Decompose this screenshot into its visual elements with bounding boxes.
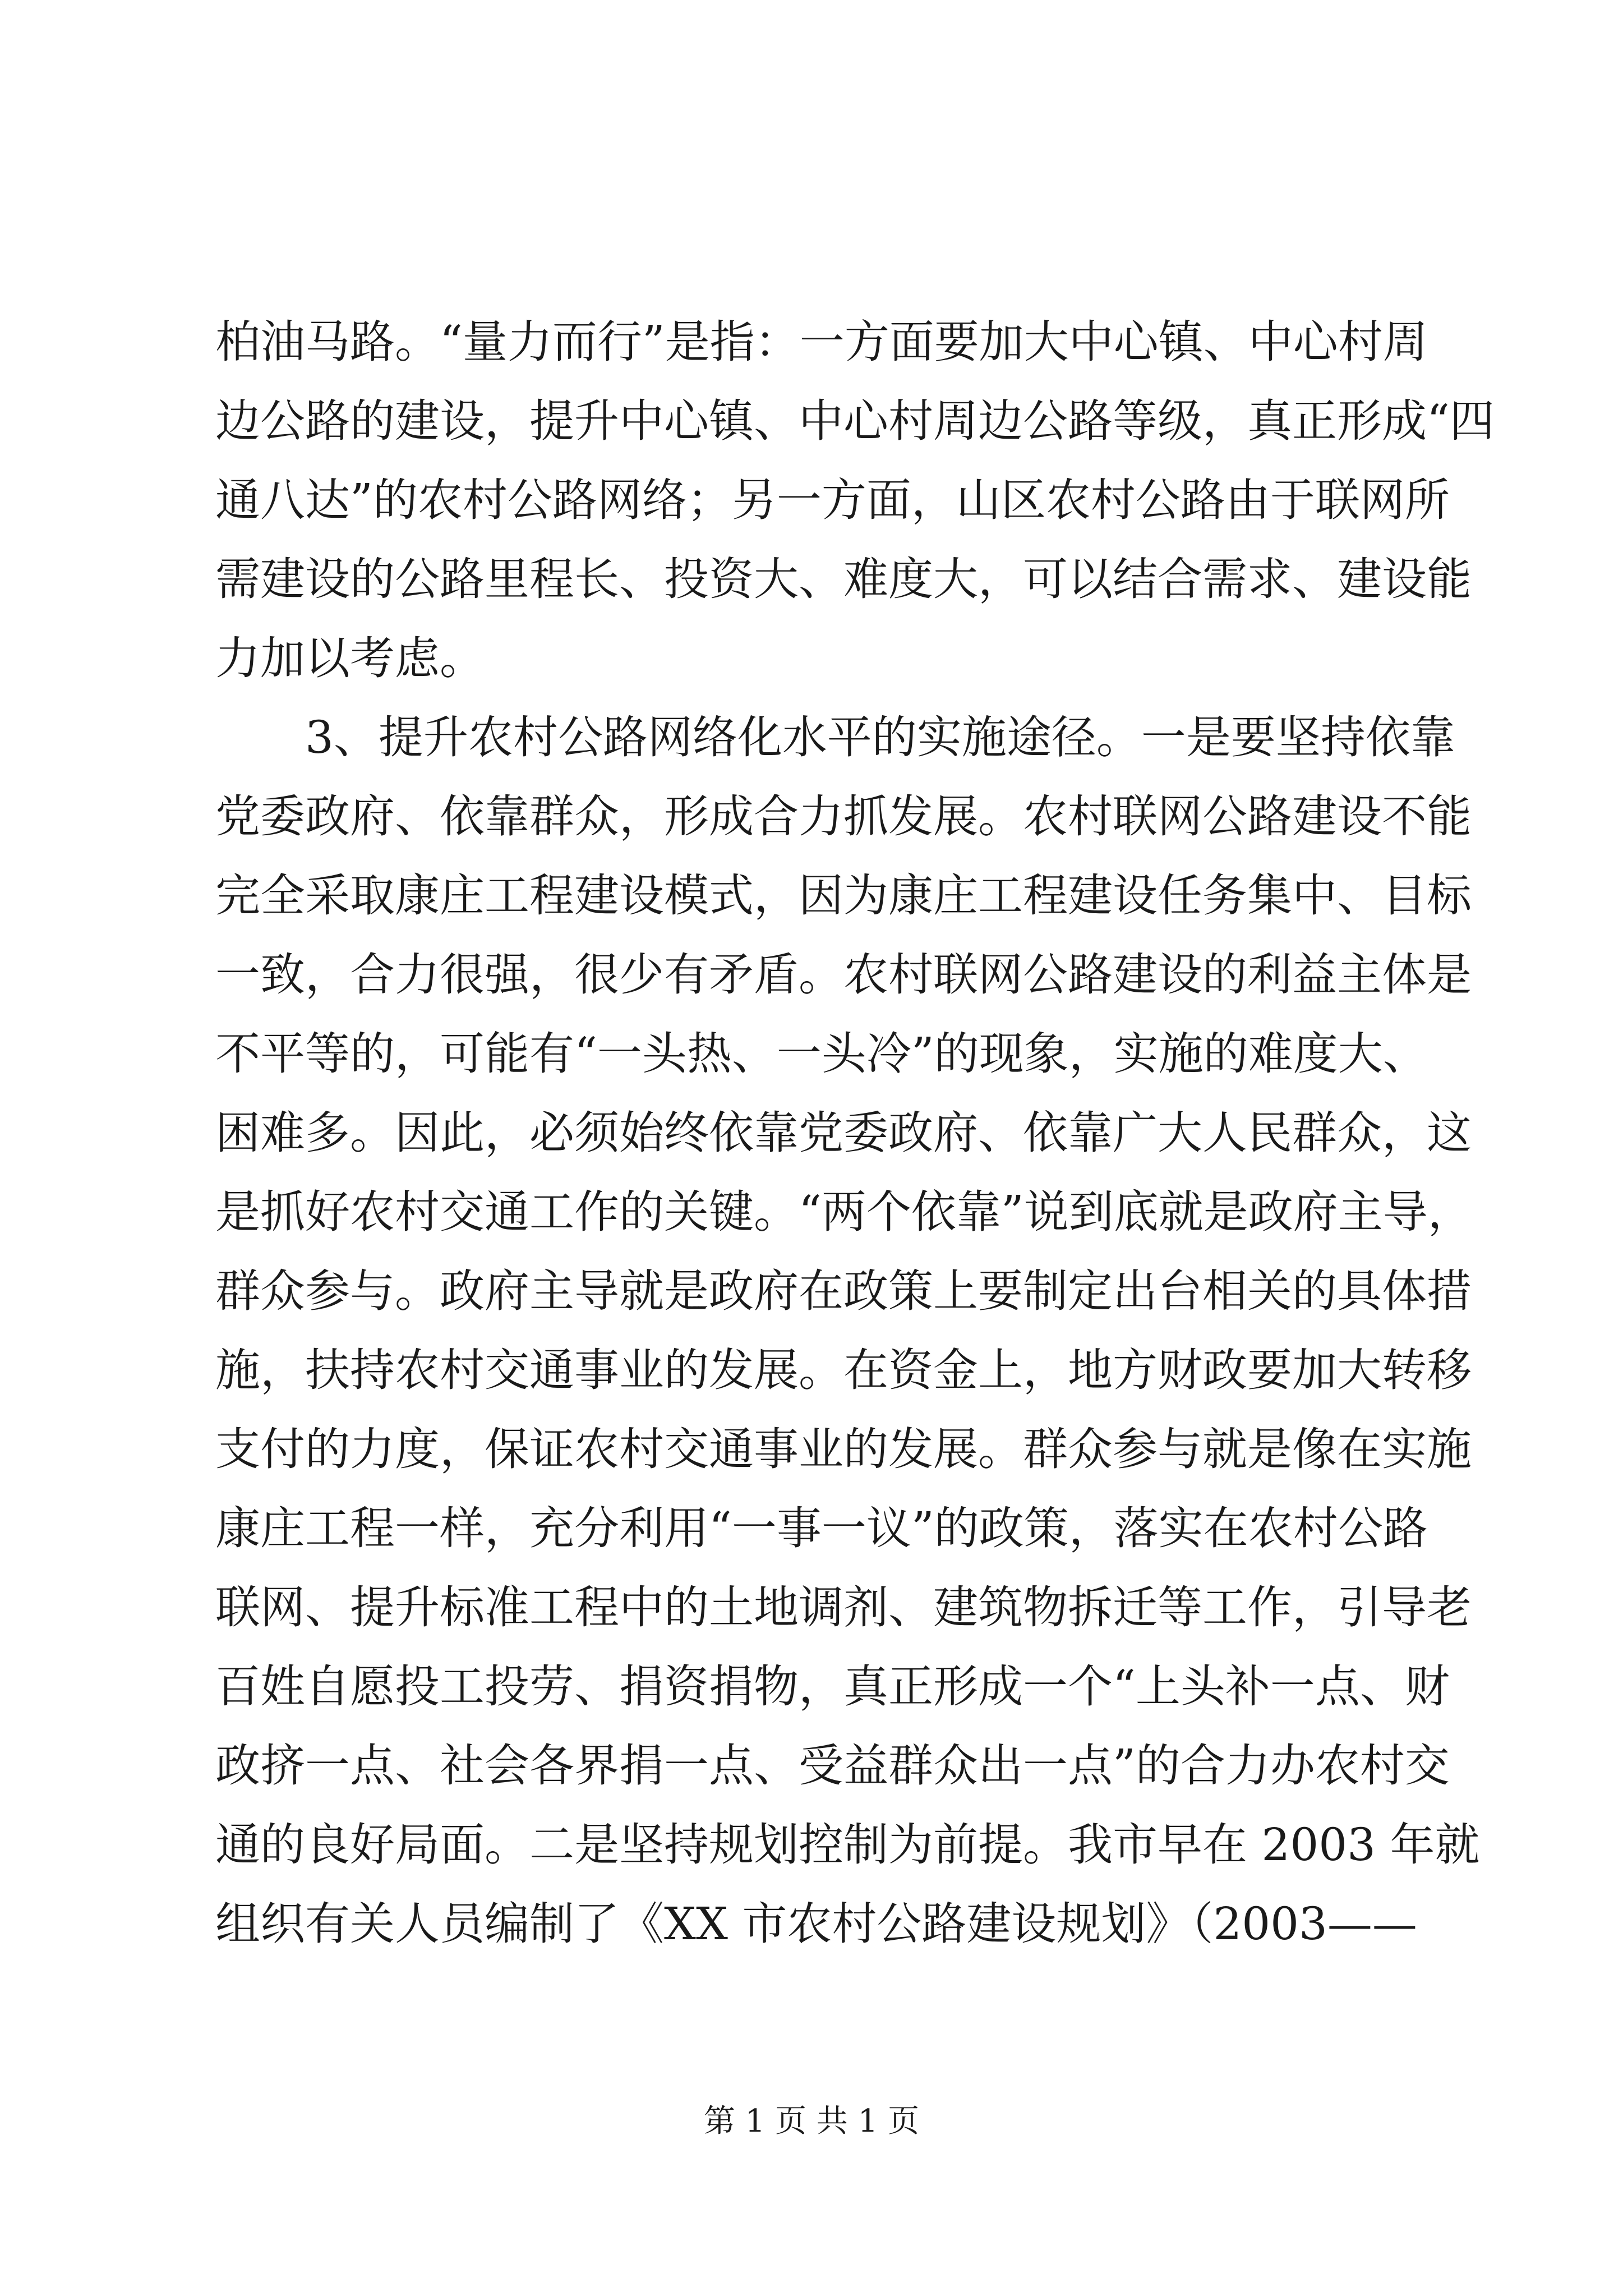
text-line-content: 柏油马路。“量力而行”是指：一方面要加大中心镇、中心村周	[215, 316, 1428, 368]
text-line	[0, 382, 1623, 461]
text-line	[0, 1727, 1623, 1805]
text-line	[0, 698, 1623, 777]
text-line	[0, 857, 1623, 935]
text-line-content: 完全采取康庄工程建设模式，因为康庄工程建设任务集中、目标	[215, 869, 1472, 922]
text-line-content: 是抓好农村交通工作的关键。“两个依靠”说到底就是政府主导，	[215, 1186, 1473, 1238]
text-line	[0, 1252, 1623, 1331]
text-line-content: 通的良好局面。二是坚持规划控制为前提。我市早在 2003 年就	[215, 1819, 1480, 1871]
text-line-content: 施，扶持农村交通事业的发展。在资金上，地方财政要加大转移	[215, 1344, 1472, 1396]
text-line	[0, 1885, 1623, 1963]
text-line	[0, 1094, 1623, 1172]
text-line	[0, 1489, 1623, 1568]
text-line	[0, 777, 1623, 856]
text-line-content: 组织有关人员编制了《XX 市农村公路建设规划》（2003——	[215, 1898, 1417, 1950]
text-line	[0, 1410, 1623, 1489]
text-line	[0, 461, 1623, 540]
text-line	[0, 1806, 1623, 1884]
page-number-footer: 第 1 页 共 1 页	[703, 2103, 920, 2139]
text-line	[0, 303, 1623, 381]
text-line-content: 边公路的建设，提升中心镇、中心村周边公路等级，真正形成“四	[215, 395, 1495, 447]
text-line-content: 政挤一点、社会各界捐一点、受益群众出一点”的合力办农村交	[215, 1740, 1450, 1792]
text-line	[0, 540, 1623, 619]
text-line	[0, 1648, 1623, 1726]
text-line-content: 党委政府、依靠群众，形成合力抓发展。农村联网公路建设不能	[215, 790, 1472, 843]
text-line-content: 百姓自愿投工投劳、捐资捐物，真正形成一个“上头补一点、财	[215, 1660, 1450, 1713]
text-line-content: 困难多。因此，必须始终依靠党委政府、依靠广大人民群众，这	[215, 1107, 1472, 1159]
text-line-content: 支付的力度，保证农村交通事业的发展。群众参与就是像在实施	[215, 1423, 1472, 1475]
text-line-content: 群众参与。政府主导就是政府在政策上要制定出台相关的具体措	[215, 1265, 1472, 1317]
text-line	[0, 936, 1623, 1014]
text-line-content: 联网、提升标准工程中的土地调剂、建筑物拆迁等工作，引导老	[215, 1581, 1472, 1634]
text-line-content: 通八达”的农村公路网络；另一方面，山区农村公路由于联网所	[215, 474, 1450, 526]
text-line-content: 不平等的，可能有“一头热、一头冷”的现象，实施的难度大、	[215, 1028, 1428, 1080]
text-line-content: 康庄工程一样，充分利用“一事一议”的政策，落实在农村公路	[215, 1502, 1428, 1554]
text-line	[0, 1568, 1623, 1647]
text-line	[0, 1331, 1623, 1410]
text-line-content: 一致，合力很强，很少有矛盾。农村联网公路建设的利益主体是	[215, 949, 1472, 1001]
text-line	[0, 1015, 1623, 1093]
text-line-content: 3、提升农村公路网络化水平的实施途径。一是要坚持依靠	[305, 711, 1455, 763]
text-line-content: 力加以考虑。	[215, 632, 485, 684]
text-line	[0, 1173, 1623, 1251]
text-line-content: 需建设的公路里程长、投资大、难度大，可以结合需求、建设能	[215, 553, 1472, 605]
text-line	[0, 619, 1623, 698]
